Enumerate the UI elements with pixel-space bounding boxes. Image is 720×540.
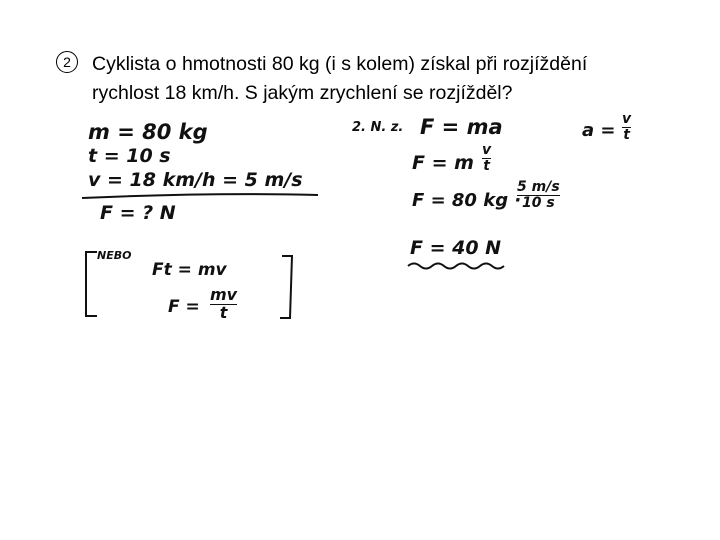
alt-eq2-numerator: mv (210, 285, 238, 304)
solution-eq1: F = ma (420, 115, 503, 139)
given-velocity: v = 18 km/h = 5 m/s (88, 169, 303, 191)
problem-line-2: rychlost 18 km/h. S jakým zrychlení se rozjížděl? (92, 82, 513, 104)
alt-label: NEBO (97, 249, 132, 262)
accel-fraction (622, 112, 631, 142)
problem-number: 2 (56, 51, 78, 73)
solution-eq3-numerator: 5 m/s (517, 179, 560, 195)
alt-left-bracket (86, 252, 97, 316)
solution-eq2-lhs: F = m (412, 152, 474, 174)
solution-eq2-denominator: t (483, 157, 490, 174)
alt-eq1: Ft = mv (152, 260, 227, 280)
accel-lhs: a = (582, 120, 616, 141)
accel-denominator: t (623, 126, 630, 143)
alt-eq2-fraction (210, 287, 237, 322)
solution-eq3-lhs: F = 80 kg · (412, 190, 522, 211)
solution-eq2-fraction (482, 143, 491, 173)
alt-eq2-denominator: t (219, 302, 228, 322)
accel-numerator: v (622, 111, 632, 127)
given-unknown: F = ? N (100, 202, 176, 224)
solution-law: 2. N. z. (352, 120, 404, 135)
solution-eq3-fraction (517, 180, 560, 210)
solution-result: F = 40 N (410, 237, 502, 259)
problem-line-1: Cyklista o hmotnosti 80 kg (i s kolem) získal při rozjíždění (92, 53, 588, 75)
result-wavy-underline (408, 264, 504, 269)
alt-eq2-lhs: F = (168, 297, 200, 317)
solution-eq2-numerator: v (482, 142, 492, 158)
given-time: t = 10 s (88, 145, 171, 167)
given-divider-line (82, 194, 318, 198)
alt-right-bracket (280, 256, 292, 318)
solution-eq3-denominator: 10 s (521, 194, 555, 211)
given-mass: m = 80 kg (88, 120, 208, 144)
